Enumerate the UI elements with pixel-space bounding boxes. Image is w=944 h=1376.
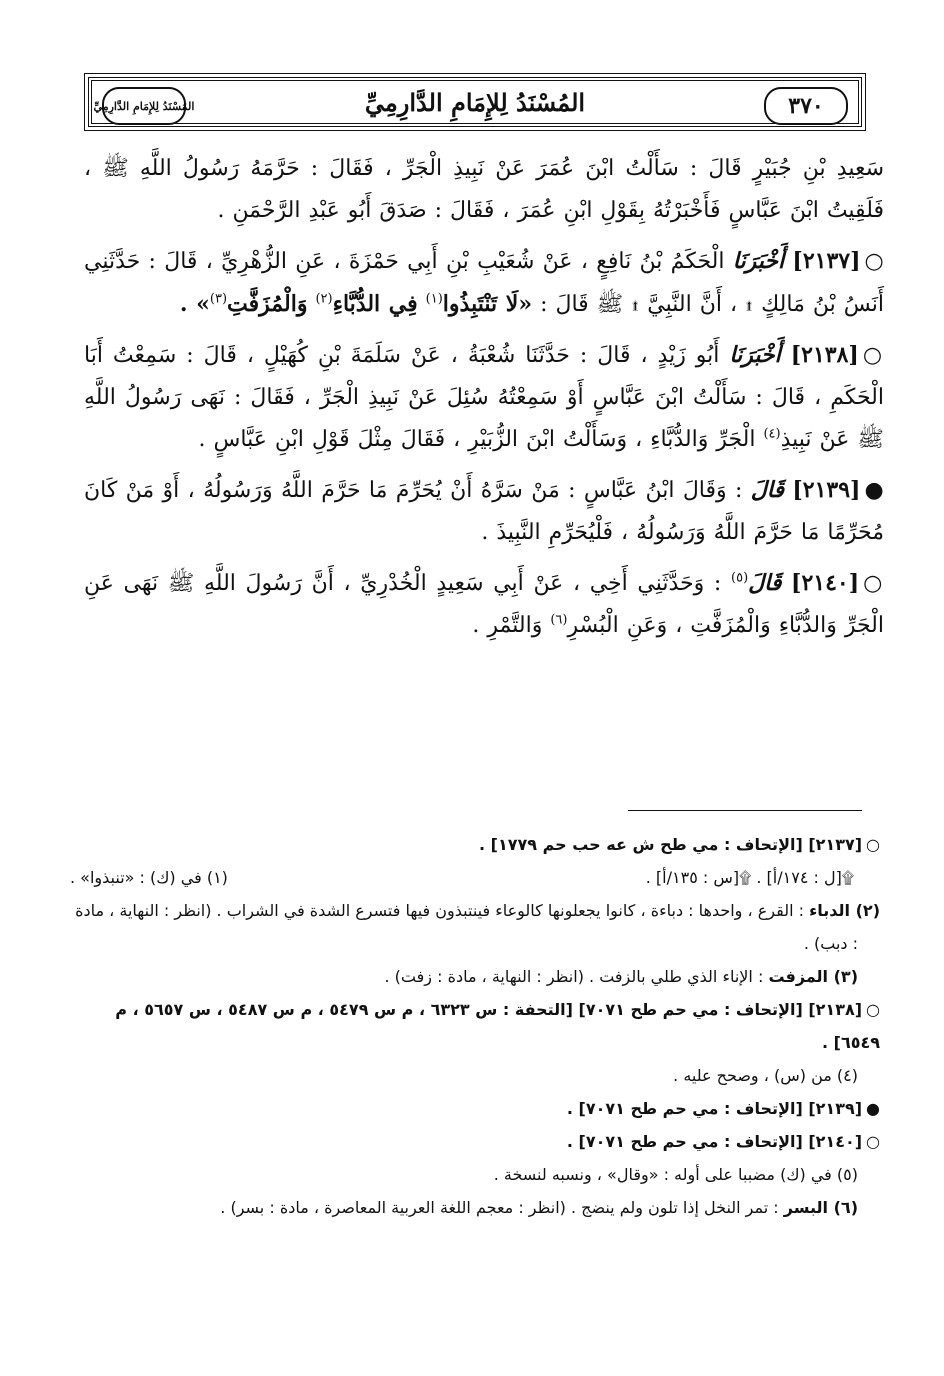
hadith-keyword: قَالَ xyxy=(748,570,782,596)
footnote-2138 xyxy=(70,993,880,1059)
hadith-quote: فِي الدُّبَّاءِ xyxy=(332,291,418,317)
footnote-text: : الإناء الذي طلي بالزفت . (انظر : النهاية ، مادة : زفت) . xyxy=(384,967,764,986)
footnote-2139 xyxy=(70,1092,880,1125)
footnote-text: ○ [٢١٣٨] [الإتحاف : مي حم طح ٧٠٧١] [التحفة : س ٦٣٢٣ ، م س ٥٤٧٩ ، م س ٥٤٨٧ ، س ٥٦٥٧ ، م ٦٥٤٩] . xyxy=(115,1000,880,1052)
hadith-text: الْحَكَمُ بْنُ نَافِعٍ ، عَنْ شُعَيْبِ بْنِ أَبِي حَمْزَةَ ، عَنِ الزُّهْرِيِّ ، قَالَ : حَدَّثَنِي أَنَسُ بْنُ مَالِكٍ ۩ ، أَنَّ النَّبِيَّ ۩ ﷺ قَالَ : xyxy=(84,249,884,317)
hadith-text: الْجَرِّ وَالدُّبَّاءِ ، وَسَأَلْتُ ابْنَ الزُّبَيْرِ ، فَقَالَ مِثْلَ قَوْلِ ابْنِ عَبَّاسٍ . xyxy=(198,427,756,452)
footnote-text: ۩[ل : ١٧٤/أ] . ۩[س : ١٣٥/أ] . xyxy=(645,868,854,887)
footnote-text: ○ [٢١٣٧] [الإتحاف : مي طح ش عه حب حم ١٧٧٩] . xyxy=(479,835,880,854)
footnote-text: (٤) من (س) ، وصحح عليه . xyxy=(673,1066,858,1085)
footnote-ref: (٦) xyxy=(550,612,568,628)
footnote-2137 xyxy=(70,828,880,861)
hadith-number: ○ [٢١٤٠] xyxy=(791,570,884,596)
footnote-6 xyxy=(70,1191,880,1224)
footnote-ref: (٤) xyxy=(763,426,781,442)
hadith-text: أَبُو زَيْدٍ ، قَالَ : حَدَّثَنَا شُعْبَةُ ، عَنْ سَلَمَةَ بْنِ كُهَيْلٍ ، قَالَ : سَمِعْتُ أَبَا الْحَكَمِ ، قَالَ : سَأَلْتُ ابْنَ عَبَّاسٍ أَوْ سَمِعْتُهُ سُئِلَ عَنْ نَبِيذِ الْجَرِّ ، فَقَالَ : نَهَى رَسُولُ اللَّهِ ﷺ عَنْ نَبِيذِ xyxy=(84,343,884,452)
footnote-2 xyxy=(70,894,880,960)
footnote-1: (١) في (ك) : «تنبذوا» . xyxy=(70,868,228,887)
hadith-2140 xyxy=(84,562,884,647)
footnote-row xyxy=(70,861,880,894)
footnotes xyxy=(70,828,880,1224)
book-emblem: المُسْنَدُ لِلإِمَامِ الدَّارِمِيِّ xyxy=(102,87,186,125)
footnote-4 xyxy=(70,1059,880,1092)
footnote-text: ● [٢١٣٩] [الإتحاف : مي حم طح ٧٠٧١] . xyxy=(567,1099,880,1118)
footnote-ref: (٣) xyxy=(209,291,228,307)
footnote-divider xyxy=(628,810,862,811)
hadith-2138 xyxy=(84,334,884,461)
paragraph-text: سَعِيدِ بْنِ جُبَيْرٍ قَالَ : سَأَلْتُ ابْنَ عُمَرَ عَنْ نَبِيذِ الْجَرِّ ، فَقَالَ : حَرَّمَهُ رَسُولُ اللَّهِ ﷺ ، فَلَقِيتُ ابْنَ عَبَّاسٍ فَأَخْبَرْتُهُ بِقَوْلِ ابْنِ عُمَرَ ، فَقَالَ : صَدَقَ أَبُو عَبْدِ الرَّحْمَنِ . xyxy=(84,156,884,223)
hadith-keyword: أَخْبَرَنَا xyxy=(729,342,781,368)
footnote-label: (٦) البسر xyxy=(783,1198,858,1217)
hadith-2137 xyxy=(84,240,884,326)
book-title: المُسْنَدُ لِلإِمَامِ الدَّارِمِيِّ xyxy=(364,87,586,117)
hadith-number: ○ [٢١٣٧] xyxy=(792,248,884,274)
paragraph-continuation xyxy=(84,148,884,232)
footnote-2140 xyxy=(70,1125,880,1158)
footnote-label: (٢) الدباء xyxy=(809,901,880,920)
page-number: ٣٧٠ xyxy=(764,87,848,125)
footnote-text: (٥) في (ك) مضببا على أوله : «وقال» ، ونسبه لنسخة . xyxy=(493,1165,858,1184)
hadith-number: ● [٢١٣٩] xyxy=(792,477,884,503)
footnote-3 xyxy=(70,960,880,993)
footnote-label: (٣) المزفت xyxy=(768,967,858,986)
hadith-quote: وَالْمُزَفَّتِ xyxy=(227,291,308,317)
footnote-ref: (١) xyxy=(425,291,443,307)
footnote-text: : القرع ، واحدها : دباءة ، كانوا يجعلونها كالوعاء فينتبذون فيها فتسرع الشدة في الشراب . (انظر : النهاية ، مادة : دبب) . xyxy=(75,901,858,953)
hadith-text: : وَحَدَّثَنِي أَخِي ، عَنْ أَبِي سَعِيدٍ الْخُدْرِيِّ ، أَنَّ رَسُولَ اللَّهِ ﷺ نَهَى عَنِ الْجَرِّ وَالدُّبَّاءِ وَالْمُزَفَّتِ ، وَعَنِ الْبُسْرِ xyxy=(84,571,884,638)
hadith-quote-end: » . xyxy=(179,291,210,317)
hadith-2139 xyxy=(84,469,884,554)
hadith-keyword: قَالَ xyxy=(750,477,784,503)
footnote-text: ○ [٢١٤٠] [الإتحاف : مي حم طح ٧٠٧١] . xyxy=(567,1132,880,1151)
hadith-text: وَالتَّمْرِ . xyxy=(472,613,543,638)
hadith-quote: «لَا تَنْتَبِذُوا xyxy=(442,291,533,317)
footnote-text: : تمر النخل إذا تلون ولم ينضج . (انظر : معجم اللغة العربية المعاصرة ، مادة : بسر) . xyxy=(220,1198,779,1217)
hadith-text: : وَقَالَ ابْنُ عَبَّاسٍ : مَنْ سَرَّهُ أَنْ يُحَرِّمَ مَا حَرَّمَ اللَّهُ وَرَسُولُهُ ، أَوْ مَنْ كَانَ مُحَرِّمًا مَا حَرَّمَ اللَّهُ وَرَسُولُهُ ، فَلْيُحَرِّمِ النَّبِيذَ . xyxy=(84,478,884,545)
hadith-keyword: أَخْبَرَنَا xyxy=(732,248,785,274)
footnote-ref: (٥) xyxy=(731,570,749,586)
footnote-5 xyxy=(70,1158,880,1191)
footnote-ref: (٢) xyxy=(315,291,333,307)
page-header xyxy=(88,77,862,127)
main-text xyxy=(84,148,884,653)
hadith-number: ○ [٢١٣٨] xyxy=(791,342,884,368)
